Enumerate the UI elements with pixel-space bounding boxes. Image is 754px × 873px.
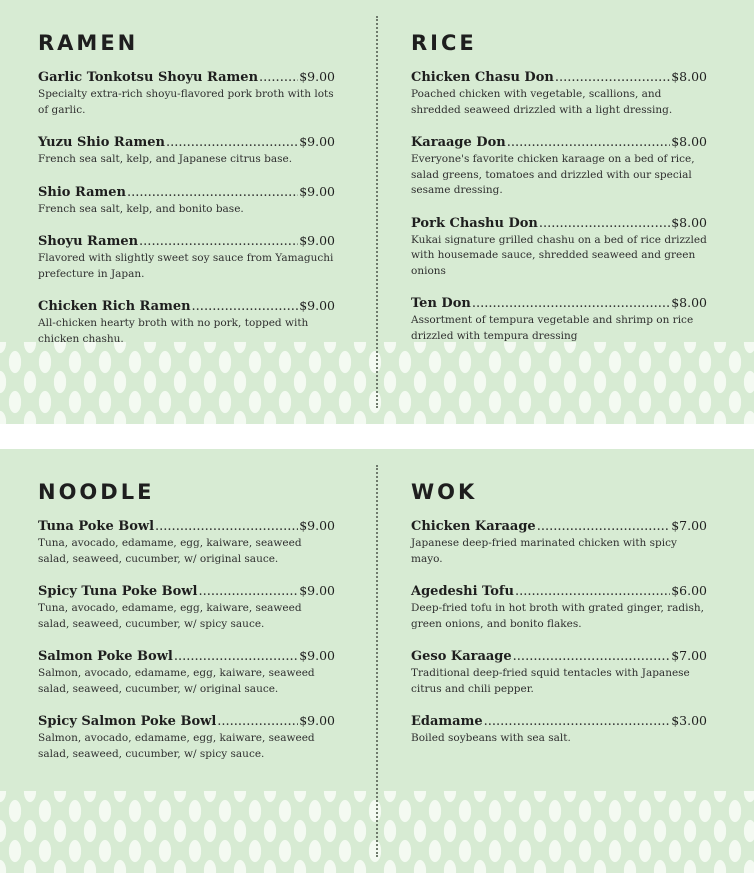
section-rice [411,30,707,360]
leader-dots [555,70,670,86]
item-description: Japanese deep-fried marinated chicken with spicy mayo. [411,537,677,565]
leader-dots [217,714,298,730]
item-description: Tuna, avocado, edamame, egg, kaiware, seaweed salad, seaweed, cucumber, w/ spicy sauce. [38,602,302,630]
menu-item [411,295,707,344]
item-description: French sea salt, kelp, and bonito base. [38,202,244,215]
item-price: $9.00 [299,69,335,84]
item-name: Shio Ramen [38,184,126,200]
item-name: Agedeshi Tofu [411,584,514,599]
item-price: $9.00 [299,713,335,728]
leader-dots [515,584,670,600]
menu-item [411,648,707,697]
item-description: Poached chicken with vegetable, scallions, and shredded seaweed drizzled with a light dressing. [411,88,673,116]
section-wok [411,479,707,763]
section-title-ramen: RAMEN [38,31,139,55]
item-description: French sea salt, kelp, and Japanese citrus base. [38,153,293,165]
item-price: $9.00 [299,648,335,663]
item-name: Chicken Rich Ramen [38,299,191,314]
item-description: Salmon, avocado, edamame, egg, kaiware, seaweed salad, seaweed, cucumber, w/ original sauce. [38,667,315,695]
section-title-noodle: NOODLE [38,480,155,504]
column-divider [376,465,378,857]
item-description: Specialty extra-rich shoyu-flavored pork broth with lots of garlic. [38,88,334,116]
item-name: Ten Don [411,296,471,311]
item-description: Tuna, avocado, edamame, egg, kaiware, seaweed salad, seaweed, cucumber, w/ original sauce. [38,537,302,565]
item-description: Everyone's favorite chicken karaage on a bed of rice, salad greens, tomatoes and drizzled with our special sesame dressing. [411,153,695,196]
leader-dots [513,649,671,665]
item-price: $8.00 [671,295,707,310]
menu-item [38,233,335,282]
section-title-rice: RICE [411,31,477,55]
item-description: Flavored with slightly sweet soy sauce from Yamaguchi prefecture in Japan. [38,252,334,280]
item-name: Spicy Salmon Poke Bowl [38,714,217,729]
menu-item [411,583,707,632]
column-divider [376,16,378,408]
item-price: $9.00 [299,134,335,149]
menu-item [411,713,707,747]
item-description: All-chicken hearty broth with no pork, topped with chicken chashu. [38,317,309,345]
menu-item [411,215,707,280]
item-name: Edamame [411,714,483,729]
item-name: Geso Karaage [411,649,512,664]
menu-item [38,518,335,567]
leader-dots [259,70,298,86]
section-title-wok: WOK [411,480,478,504]
item-description: Salmon, avocado, edamame, egg, kaiware, seaweed salad, seaweed, cucumber, w/ spicy sauce. [38,732,315,760]
item-description: Kukai signature grilled chashu on a bed of rice drizzled with housemade sauce, shredded seaweed and green onions [411,233,707,277]
leader-dots [484,714,671,730]
item-description: Assortment of tempura vegetable and shrimp on rice drizzled with tempura dressing [411,314,694,342]
item-price: $8.00 [671,69,707,84]
item-name: Pork Chashu Don [411,215,538,231]
leader-dots [198,584,298,600]
leader-dots [192,299,299,315]
item-price: $9.00 [299,583,335,598]
menu-item [411,134,707,199]
menu-panel-bottom [0,449,754,873]
menu-item [38,648,335,697]
item-name: Garlic Tonkotsu Shoyu Ramen [38,70,259,85]
leader-dots [472,296,670,312]
leader-dots [507,135,671,151]
item-price: $9.00 [299,183,335,199]
item-price: $9.00 [299,518,335,533]
menu-item [38,69,335,118]
item-name: Spicy Tuna Poke Bowl [38,584,198,599]
leader-dots [174,649,298,665]
item-name: Chicken Karaage [411,519,536,534]
item-price: $8.00 [671,214,707,230]
item-name: Tuna Poke Bowl [38,519,155,534]
leader-dots [127,185,298,201]
leader-dots [166,135,298,151]
item-description: Deep-fried tofu in hot broth with grated ginger, radish, green onions, and bonito flakes. [411,602,704,630]
item-name: Karaage Don [411,135,506,150]
menu-item [38,298,335,347]
menu-item [411,69,707,118]
section-ramen [38,30,335,363]
leader-dots [539,216,670,232]
menu-item [38,583,335,632]
item-price: $6.00 [671,583,707,598]
item-price: $7.00 [671,648,707,663]
item-name: Yuzu Shio Ramen [38,135,165,150]
menu-panel-top [0,0,754,424]
item-price: $9.00 [299,233,335,248]
leader-dots [537,519,671,535]
item-description: Traditional deep-fried squid tentacles with Japanese citrus and chili pepper. [411,667,690,695]
section-noodle [38,479,335,778]
item-price: $9.00 [299,298,335,313]
leader-dots [139,234,298,250]
menu-item [38,134,335,168]
item-price: $7.00 [671,518,707,533]
item-name: Salmon Poke Bowl [38,649,173,664]
menu-item [38,713,335,762]
item-price: $8.00 [671,134,707,149]
item-description: Boiled soybeans with sea salt. [411,732,571,744]
item-price: $3.00 [671,713,707,728]
leader-dots [155,519,298,535]
menu-item [411,518,707,567]
item-name: Shoyu Ramen [38,234,139,249]
item-name: Chicken Chasu Don [411,70,554,85]
menu-item [38,184,335,218]
